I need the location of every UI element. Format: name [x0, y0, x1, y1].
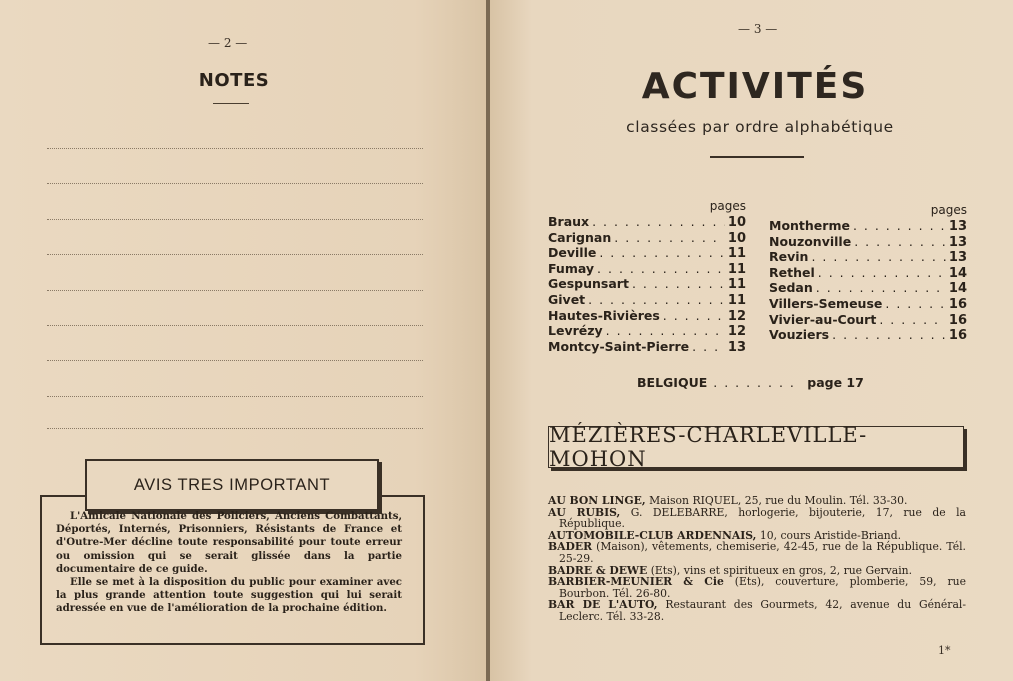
notice-title: AVIS TRES IMPORTANT [133, 475, 331, 494]
index-entry-page: 12 [727, 324, 746, 340]
leader-dots [632, 276, 725, 291]
leader-dots [832, 327, 946, 342]
leader-dots [816, 280, 946, 295]
signature-mark: 1* [938, 644, 951, 657]
listing-entry [548, 599, 966, 622]
listing-details: (Ets), vins et spiritueux en gros, 2, rue Gervain. [647, 563, 913, 577]
listing-details: G. DELEBARRE, horlogerie, bijouterie, 17, rue de la République. [559, 505, 966, 531]
left-page [0, 0, 488, 681]
index-entry-name: Braux [548, 214, 590, 229]
page-number: — 2 — [208, 36, 248, 50]
notice-paragraph: L'Amicale Nationale des Policiers, Anciens Combattants, Déportés, Internés, Prisonniers, Résistants de France et d'Outre-Mer décline toute responsabilité pour toute erreur ou omission qui se serait glissée dans la partie documentaire de ce guide. [56, 510, 402, 575]
index-entry-name: Montherme [769, 218, 850, 233]
listing-name: AU BON LINGE, [548, 494, 646, 507]
notice-body [56, 510, 402, 616]
index-entry-name: Revin [769, 249, 809, 265]
page-title: ACTIVITÉS [641, 66, 869, 107]
index-entry [548, 308, 746, 324]
listing-details: (Ets), couverture, plomberie, 59, rue Bourbon. Tél. 26-80. [559, 575, 966, 600]
listing-details: (Maison), vêtements, chemiserie, 42-45, rue de la République. Tél. 25-29. [559, 540, 966, 565]
leader-dots [885, 296, 946, 311]
listing-name: BADRE & DEWE [548, 563, 648, 577]
page-subtitle: classées par ordre alphabétique [626, 118, 894, 136]
listing-entry [548, 507, 966, 530]
listing-details: Maison RIQUEL, 25, rue du Moulin. Tél. 33-30. [645, 494, 908, 507]
index-entry [769, 249, 967, 265]
listing-entry [548, 541, 966, 564]
leader-dots [606, 323, 725, 338]
index-entry-page: 11 [727, 292, 746, 308]
leader-dots [592, 214, 725, 229]
listing-details: 10, cours Aristide-Briand. [756, 528, 902, 542]
belgique-label: BELGIQUE [637, 375, 708, 390]
notes-line [47, 290, 423, 291]
index-entry [548, 292, 746, 308]
index-entry [769, 327, 967, 343]
notes-line [47, 148, 423, 149]
leader-dots [663, 308, 725, 323]
belgique-entry [637, 375, 877, 390]
index-entry-name: Hautes-Rivières [548, 307, 660, 323]
index-entry-name: Gespunsart [548, 276, 629, 292]
index-entry-name: Levrézy [548, 323, 603, 339]
notice-title-box [85, 459, 379, 511]
leader-dots [614, 230, 725, 245]
listing-name: BADER [548, 540, 593, 554]
index-entry [769, 234, 967, 250]
index-entry-page: 14 [948, 281, 967, 297]
index-entry-name: Givet [548, 291, 586, 307]
index-entry-page: 13 [948, 234, 967, 250]
leader-dots [713, 375, 801, 390]
index-entry-name: Carignan [548, 229, 612, 245]
notes-line [47, 360, 423, 361]
index-entry-page: 14 [948, 265, 967, 281]
index-entry-page: 16 [948, 312, 967, 328]
index-entry [769, 218, 967, 234]
index-entry [548, 339, 746, 355]
leader-dots [879, 312, 946, 327]
city-heading: MÉZIÈRES-CHARLEVILLE-MOHON [549, 423, 868, 471]
index-entry-page: 13 [948, 250, 967, 266]
notes-title: NOTES [198, 70, 270, 91]
listing-name: BAR DE L'AUTO, [548, 598, 658, 612]
index-entry-name: Villers-Semeuse [769, 295, 883, 311]
index-entry [548, 276, 746, 292]
index-entry-page: 11 [727, 261, 746, 277]
index-entry-name: Nouzonville [769, 233, 852, 249]
page-number: — 3 — [738, 22, 778, 36]
listing-name: BARBIER-MEUNIER & Cie [548, 575, 724, 589]
listing-name: AUTOMOBILE-CLUB ARDENNAIS, [548, 528, 757, 542]
listing-entry [548, 576, 966, 599]
leader-dots [692, 339, 725, 354]
index-column-left [548, 199, 746, 354]
index-entry-page: 11 [727, 246, 746, 262]
notice-paragraph: Elle se met à la disposition du public pour examiner avec la plus grande attention toute suggestion qui lui serait adressée en vue de l'amélioration de la prochaine édition. [56, 576, 402, 615]
index-entry [548, 214, 746, 230]
listing-details: Restaurant des Gourmets, 42, avenue du Général-Leclerc. Tél. 33-28. [559, 598, 967, 623]
pages-header: pages [709, 199, 746, 213]
notes-line [47, 396, 423, 397]
pages-header: pages [930, 203, 967, 217]
divider [710, 156, 804, 158]
index-entry-name: Vivier-au-Court [769, 311, 877, 327]
index-entry-name: Rethel [769, 264, 815, 280]
index-entry [548, 323, 746, 339]
index-entry-page: 16 [948, 296, 967, 312]
index-entry-page: 13 [727, 339, 746, 355]
notes-line [47, 183, 423, 184]
index-entry-page: 13 [948, 219, 967, 234]
leader-dots [599, 245, 725, 260]
leader-dots [811, 249, 945, 264]
index-column-right [769, 203, 967, 343]
leader-dots [818, 265, 946, 280]
notes-line [47, 325, 423, 326]
index-entry-name: Fumay [548, 260, 595, 276]
notes-line [47, 254, 423, 255]
index-entry [769, 296, 967, 312]
index-entry-page: 12 [727, 308, 746, 324]
index-entry [548, 261, 746, 277]
index-entry-name: Sedan [769, 280, 813, 296]
index-entry [769, 280, 967, 296]
index-entry-page: 10 [727, 215, 746, 230]
index-entry-name: Vouziers [769, 327, 830, 343]
index-entry-page: 10 [727, 230, 746, 246]
notes-line [47, 219, 423, 220]
index-entry-page: 11 [727, 277, 746, 293]
divider [213, 103, 249, 104]
index-entry-name: Deville [548, 245, 597, 261]
index-entry-page: 16 [948, 328, 967, 344]
business-listing [548, 495, 966, 623]
belgique-page: page 17 [807, 375, 864, 390]
index-entry [548, 245, 746, 261]
index-entry [769, 312, 967, 328]
leader-dots [588, 292, 725, 307]
index-entry [769, 265, 967, 281]
index-entry [548, 230, 746, 246]
leader-dots [597, 261, 725, 276]
index-entry-name: Montcy-Saint-Pierre [548, 338, 690, 354]
city-heading-box [548, 423, 964, 471]
leader-dots [854, 234, 946, 249]
notes-line [47, 428, 423, 429]
listing-name: AU RUBIS, [548, 505, 621, 519]
leader-dots [853, 218, 946, 233]
